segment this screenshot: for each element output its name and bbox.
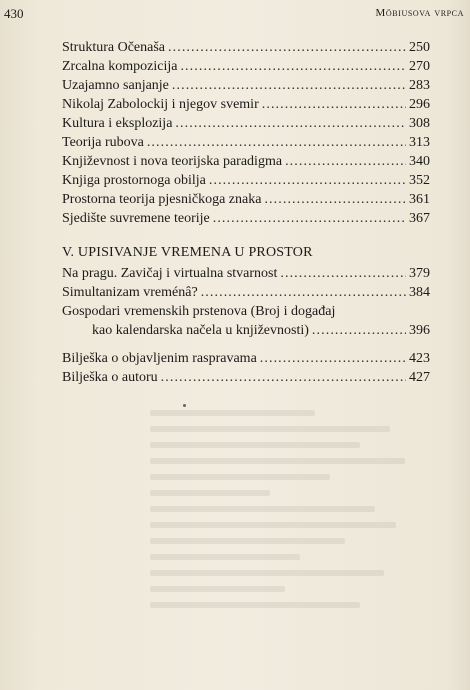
leader-dots [168,39,406,57]
leader-dots [161,369,406,387]
toc-entry-title: Simultanizam vreménâ? [62,285,198,300]
leader-dots [280,265,406,283]
toc-entry-page: 384 [409,285,430,300]
leader-dots [175,115,406,133]
toc-entry-page: 379 [409,266,430,281]
toc-entry-title-line1: Gospodari vremenskih prstenova (Broj i događaj [62,304,336,319]
leader-dots [260,350,406,368]
toc-entry-page: 352 [409,173,430,188]
toc-entry-title-line2: kao kalendarska načela u književnosti) [92,323,309,338]
toc-entry [62,369,430,387]
leader-dots [147,134,406,152]
leader-dots [213,210,406,228]
show-through-text [150,400,450,690]
toc-entry-title: Na pragu. Zavičaj i virtualna stvarnost [62,266,278,281]
toc-entry [62,172,430,190]
running-title: Möbiusova vrpca [375,7,464,19]
toc-entry-page: 250 [409,40,430,55]
toc-entry-title: Prostorna teorija pjesničkoga znaka [62,192,262,207]
toc-entry-page: 361 [409,192,430,207]
page-header [4,6,466,22]
toc-entry-page: 308 [409,116,430,131]
paper-speck [183,404,186,407]
toc-entry-title: Uzajamno sanjanje [62,78,169,93]
toc-entry [62,96,430,114]
toc-entry-title: Teorija rubova [62,135,144,150]
toc-entry-page: 340 [409,154,430,169]
toc-entry-page: 270 [409,59,430,74]
toc-entry [62,115,430,133]
toc-entry [62,134,430,152]
toc-entry-title: Književnost i nova teorijska paradigma [62,154,283,169]
leader-dots [180,58,406,76]
toc-entry-title: Struktura Očenaša [62,40,166,55]
toc-entry-title: Knjiga prostornoga obilja [62,173,206,188]
toc-entry [62,350,430,368]
leader-dots [209,172,406,190]
leader-dots [201,284,406,302]
leader-dots [312,322,406,340]
page-number: 430 [4,6,24,21]
toc-entry [62,153,430,171]
toc-entry-title: Sjedište suvremene teorije [62,211,210,226]
toc-entry [62,284,430,302]
section-heading: V. UPISIVANJE VREMENA U PROSTOR [62,245,313,260]
leader-dots [264,191,406,209]
toc-entry-title: Nikolaj Zabolockij i njegov svemir [62,97,259,112]
toc-entry-page: 296 [409,97,430,112]
toc-entry [62,265,430,283]
leader-dots [172,77,406,95]
toc-entry [92,322,430,340]
toc-entry-page: 423 [409,351,430,366]
toc-entry [62,77,430,95]
toc-entry-title: Kultura i eksplozija [62,116,173,131]
toc-entry-page: 396 [409,323,430,338]
toc-entry [62,39,430,57]
toc-entry [62,191,430,209]
leader-dots [262,96,406,114]
toc-entry-page: 427 [409,370,430,385]
toc-entry-title: Zrcalna kompozicija [62,59,178,74]
toc-entry [62,58,430,76]
toc-entry-page: 283 [409,78,430,93]
leader-dots [285,153,406,171]
toc-entry-title: Bilješka o objavljenim raspravama [62,351,257,366]
toc-entry-title: Bilješka o autoru [62,370,158,385]
toc-entry-page: 313 [409,135,430,150]
toc-entry-page: 367 [409,211,430,226]
toc-entry [62,210,430,228]
